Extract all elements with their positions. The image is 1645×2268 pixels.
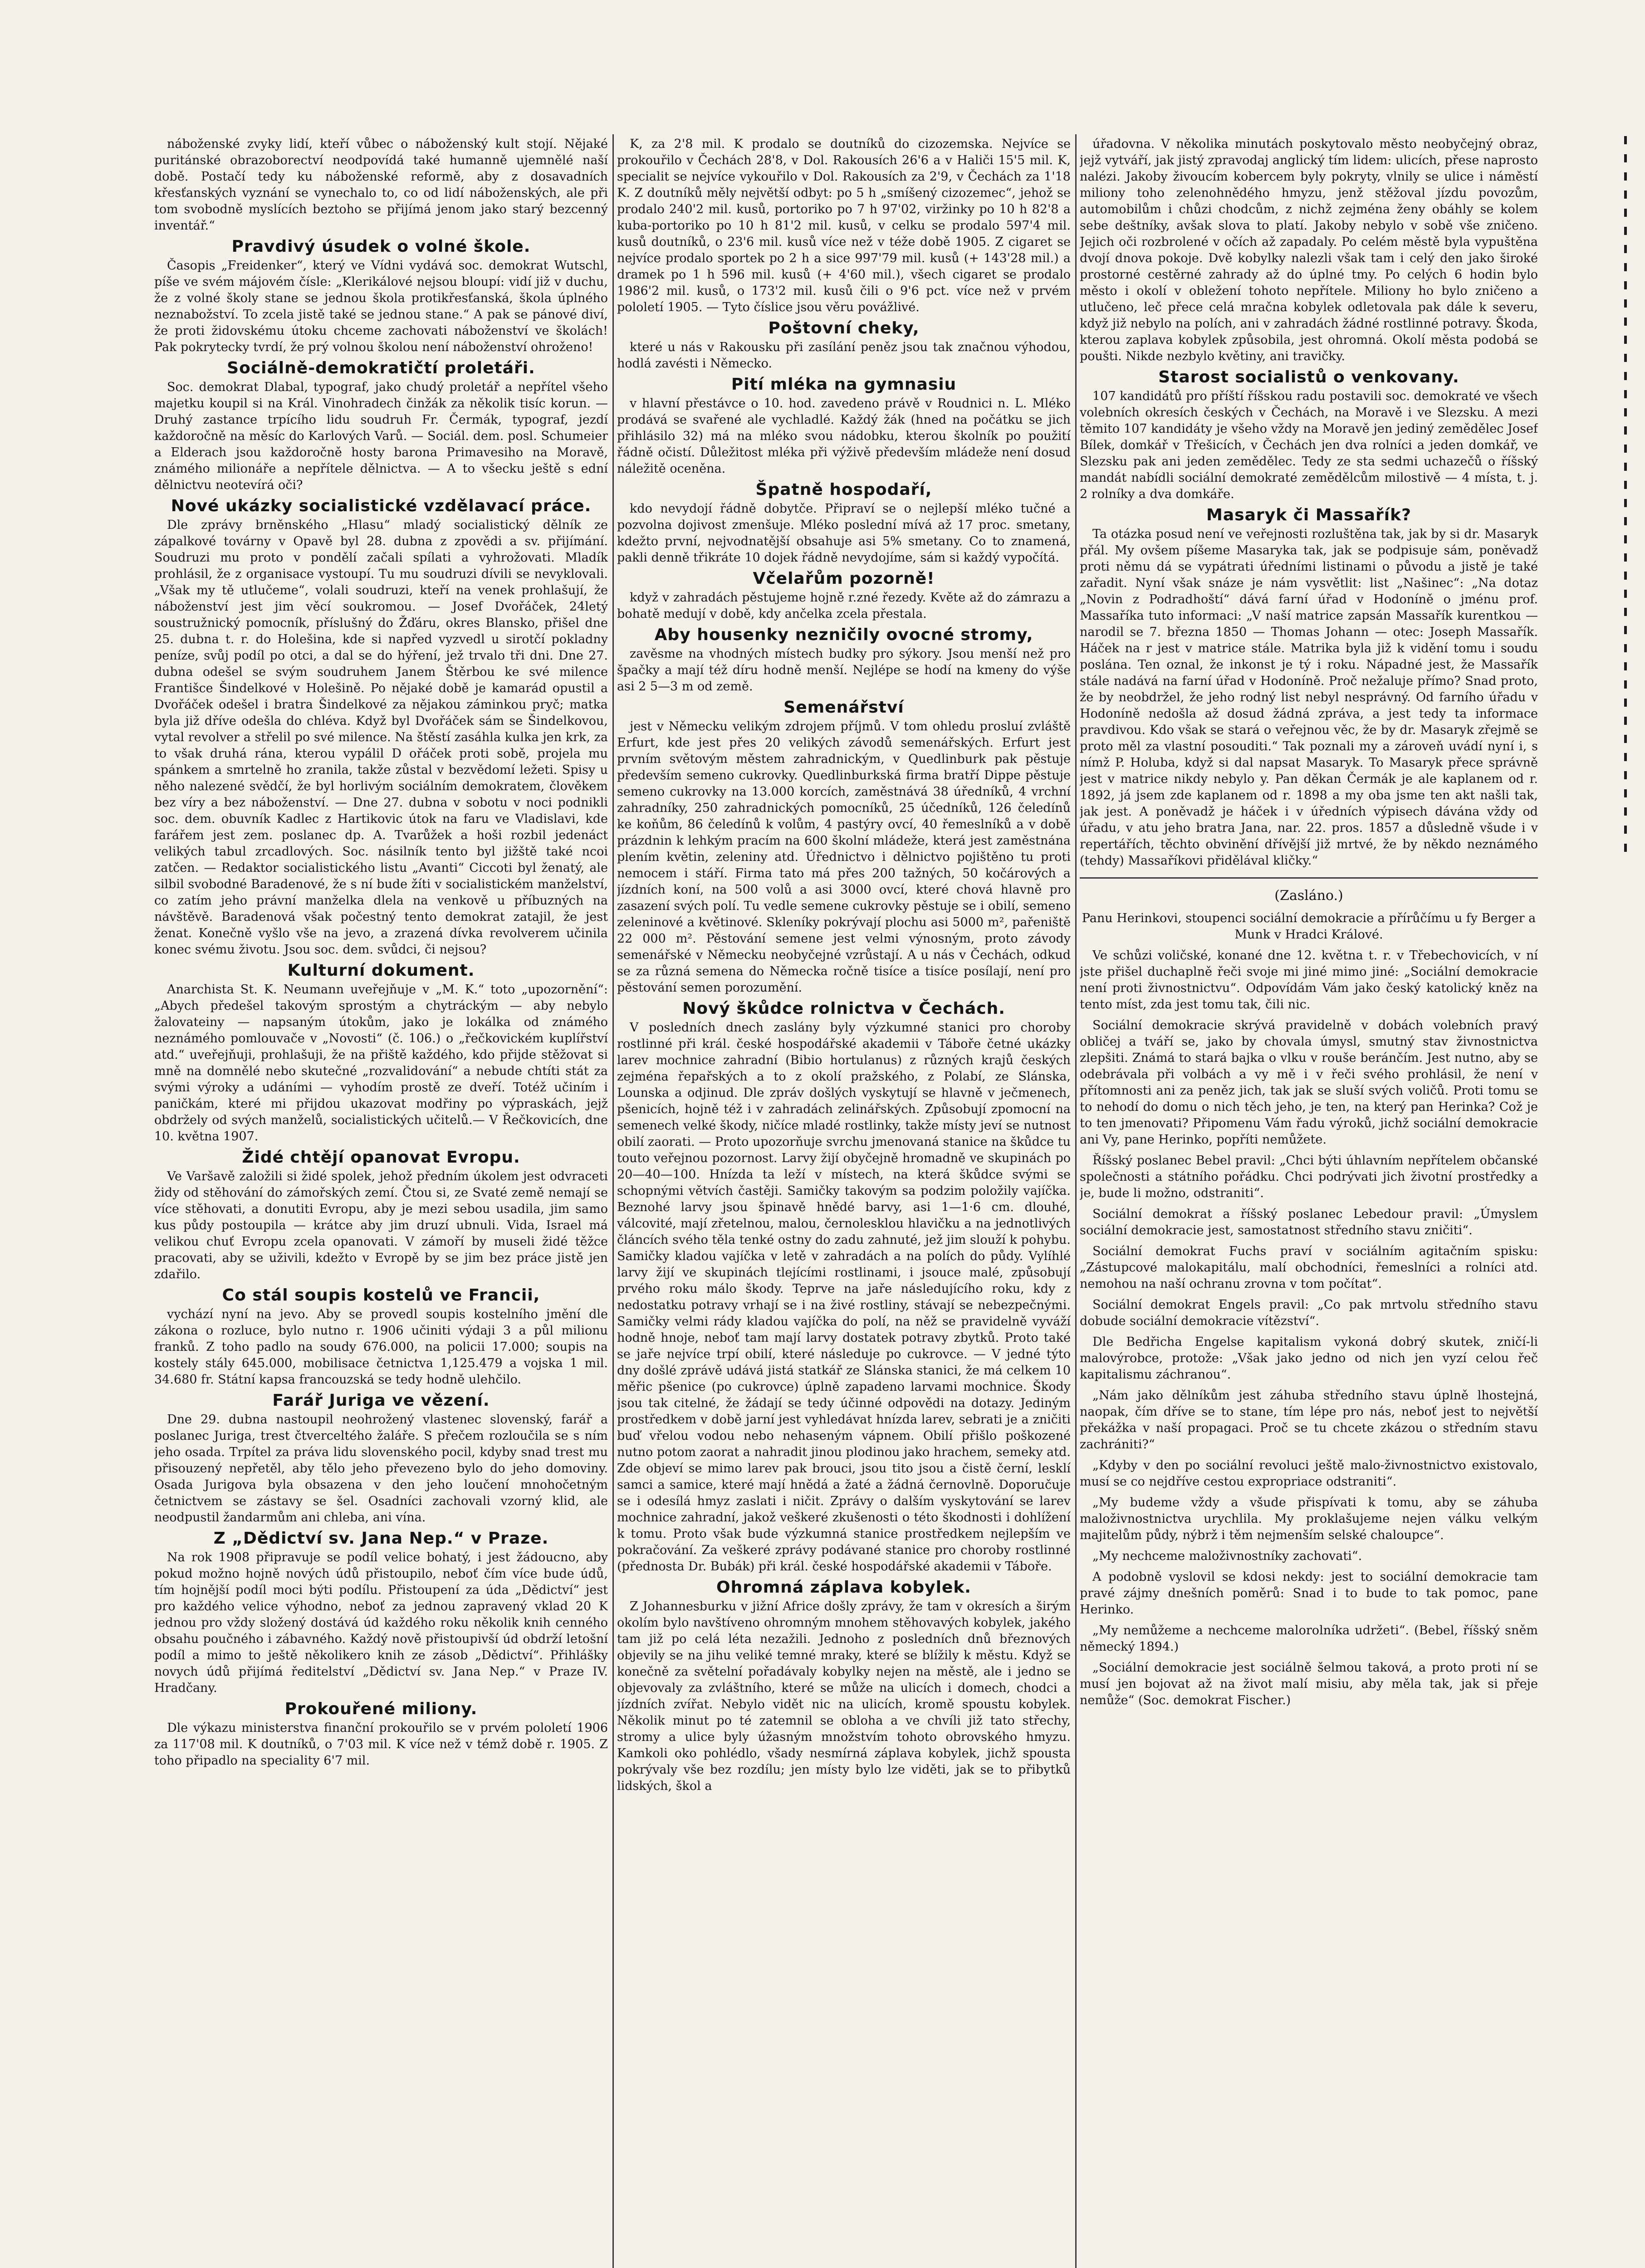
article-text: K, za 2'8 mil. K prodalo se doutníků do cizozemska. Nejvíce se prokouřilo v Čechách 28'8, v Dol. Rakousích 26'6 a v Haliči 15'5 mil. K, specialit se nejvíce vykouřilo v Dol. Rakousích za 2'9, v Čechách za 1'18 K. Z doutníků měly největší odbyt: po 5 h „smíšený cizozemec“, jehož se prodalo 240'2 mil. kusů, portoriko po 7 h 97'02, viržinky po 10 h 82'8 a kuba-portoriko po 10 h 81'2 mil. kusů, v celku se prodalo 597'4 mil. kusů doutníků, o 23'6 mil. kusů více než v téže době 1905. Z cigaret se nejvíce prodalo sportek po 2 h a sice 997'79 mil. kusů (+ 143'28 mil.) a dramek po 1 h 596 mil. kusů (+ 4'60 mil.), všech cigaret se prodalo 1986'2 mil. kusů, o 173'2 mil. kusů čili o 9'6 pct. více než v prvém pololetí 1905. — Tyto číslice jsou věru povážlivé. xyxy=(617,137,1071,314)
section-separator xyxy=(1080,877,1538,879)
article-heading: Pití mléka na gymnasiu xyxy=(731,375,957,394)
zaslano-heading: (Zasláno.) xyxy=(1274,888,1343,904)
binding-edge-marks xyxy=(1624,136,1629,2268)
article-heading: Masaryk či Massařík? xyxy=(1206,506,1411,524)
column-left xyxy=(154,136,608,2268)
letter-text: Ve schůzi voličské, konané dne 12. května t. r. v Třebechovicích, v ní jste přišel duchaplně řeči svoje mi jiné mimo jiné: „Sociální demokracie není proti živnostnictvu“. Odpovídám Vám jako český katolický kněz na tento míst, zda jest tomu tak, čili nic. xyxy=(1080,948,1538,1012)
letter-text: „Kdyby v den po sociální revoluci ještě malo-živnostnictvo existovalo, musí se co nejdříve cestou expropriace odstraniti“. xyxy=(1080,1458,1538,1489)
letter-text: Dle Bedřicha Engelse kapitalism vykoná dobrý skutek, zničí-li malovýrobce, protože: „Však jako jedno od nich jen vyzí celou řeč kapitalismu záchranou“. xyxy=(1080,1335,1538,1382)
article-heading: Špatně hospodaří, xyxy=(755,480,932,499)
letter-text: „My nechceme maloživnostníky zachovati“. xyxy=(1092,1549,1362,1563)
article-text: Dle zprávy brněnského „Hlasu“ mladý socialistický dělník ze zápalkové továrny v Opavě byl 28. dubna z zpovědi a sv. přijímání. Soudruzi mu proto v pondělí začali spílati a vyhrožovati. Mladík prohlásil, že z organisace vystoupí. Tu mu soudruzi dívili se nevyklovali. „Však my tě utlučeme“, volali soudruzi, kteří na venek prohlašují, že náboženství jest jim věcí soukromou. — Josef Dvořáček, 24letý soustružnický pomocník, příslušný do Žďáru, okres Blansko, přišel dne 25. dubna t. r. do Holešina, kde si napřed vyzvedl u sirotčí pokladny peníze, svůj podíl po otci, a dal se do hýření, jež trvalo tři dni. Dne 27. dubna odešel se svým soudruhem Janem Štěrbou ke své milence Františce Šindelkové v Holešině. Po nějaké době je kamarád opustil a Dvořáček odešel i bratra Šindelkové za nějakou záminkou pryč; matka byla již dříve odešla do chléva. Když byl Dvořáček sám se Šindelkovou, vytal revolver a střelil po své milence. Na štěstí zasáhla kulka jen krk, za to však druhá rána, kterou vypálil D ořáček proti sobě, projela mu spánkem a smrtelně ho zranila, takže zůstal v bezvědomí ležeti. Spisy u něho nalezené svědčí, že byl horlivým sociálním demokratem, člověkem bez víry a bez náboženství. — Dne 27. dubna v sobotu v noci podnikli soc. dem. obuvník Kadlec z Hartikovic útok na faru ve Vladislavi, kde farářem jest zem. poslanec dp. A. Tvarůžek a hoši rozbil jedenáct velikých tabul zrcadlových. Soc. násilník tento byl jižště také ncoi zatčen. — Redaktor socialistického listu „Avanti“ Ciccoti byl ženatý, ale silbil svobodné Baradenové, že s ní bude žíti v socialistickém manželství, co zatím jeho právní manželka dlela na venkově u příbuzných na návštěvě. Baradenová však počestný tento demokrat zatajil, že jest ženat. Konečně vyšlo vše na jevo, a zrazená dívka revolverem učinila konec svému životu. Jsou soc. dem. svůdci, či nejsou? xyxy=(154,518,608,957)
article-text: Ta otázka posud není ve veřejnosti rozluštěna tak, jak by si dr. Masaryk přál. My ovšem píšeme Masaryka tak, jak se podpisuje sám, poněvadž proti němu dá se vypátrati úředními listinami o původu a jistě je také zařadit. Nyní však snáze je nám vysvětlit: list „Našinec“: „Na dotaz „Novin z Podradhoští“ dává farní úřad v Hodoníně o jménu prof. Massaříka tuto informaci: „V naší matrice zapsán Massařík kurentkou — narodil se 7. března 1850 — Thomas Johann — otec: Joseph Massařík. Háček na r jest v matrice stále. Matrika byla již k vidění tomu i soudu poslána. Ten oznal, že inkonst je tý i roku. Nápadné jest, že Massařík stále nadává na farní úřad v Hodoníně. Proč nežaluje přímo? Snad proto, že by neobdržel, že jeho rodný list nebyl nesprávný. Od farního úřadu v Hodoníně nedošla až dosud žádná zpráva, a jest tedy ta informace pravdivou. Kdo však se stará o veřejnou věc, že by dr. Masaryk zřejmě se proto měl za vlastní posouditi.“ Tak poznali my a zároveň uvádí nyní i, s nímž P. Holuba, když si dal napsat Masaryk. To Masaryk přece správně jest v matrice nikdy nebylo y. Pan děkan Čermák je ale kaplanem od r. 1892, já jsem zde kaplanem od r. 1898 a my oba jsme ten akt našli tak, jak jest. A poněvadž je háček i v úředních výpisech dávána vždy od úřadu, v atu jeho bratra Jana, nar. 22. pros. 1857 a důsledně všude i v repertářích, těchto obvinění dřívější již mrtvé, že by někdo neznámého (tehdy) Massaříkovi přidělával kličky.“ xyxy=(1080,527,1538,868)
article-text: úřadovna. V několika minutách poskytovalo město neobyčejný obraz, jejž vytváří, jak jistý zpravodaj anglický tím lidem: ulicích, přese naprosto nalézi. Jakoby živoucím kobercem byly pokryty, vlnily se ulice i náměstí miliony toho zelenohnědého hmyzu, jenž stěžoval jízdu povozům, automobilům i chůzi chodcům, z nichž zejména ženy obáhly se kolem sebe deštníky, avšak slova to platí. Jakoby nebylo v sobě vše zničeno. Jejich oči rozbrolené v očích až zapadaly. Po celém městě byla vypuštěna dvojí dnova pokoje. Dvě kobylky nalezli však tam i celý den jako široké prostorné cestěrné zahrady až do úplné tmy. Po celých 6 hodin bylo město i okolí v obležení tohoto nepřítele. Miliony ho bylo zničeno a utlučeno, leč přece celá mračna kobylek odletovala pak dále k severu, když již nebylo na polích, ani v zahradách žádné rostlinné potravy. Škoda, kterou zaplava kobylek způsobila, jest ohromná. Okolí města podobá se poušti. Nikde nezbylo květiny, ani travičky. xyxy=(1080,137,1538,363)
article-text: 107 kandidátů pro příští říšskou radu postavili soc. demokraté ve všech volebních okresích českých v Čechách, na Moravě i ve Slezsku. A mezi těmito 107 kandidáty je všeho vždy na Moravě jen jediný zemědělec Josef Bílek, domkář v Třešicích, v Čechách jen dva rolníci a jeden domkář, ve Slezsku pak ani jeden zemědělec. Tedy ze sta sedmi uchazečů o říšský mandát nabídli sociální demokraté zemědělcům milostivě — 4 místa, t. j. 2 rolníky a dva domkáře. xyxy=(1080,389,1538,501)
article-text: Na rok 1908 připravuje se podíl velice bohatý, i jest žádoucno, aby pokud možno hojně nových údů přistoupilo, neboť čím více bude údů, tím hojnější podíl moci býti podílu. Přistoupení za úda „Dědictví“ jest pro každého velice výhodno, neboť za jednou zapravený vklad 20 K jednou pro vždy složený dostává úd každého roku několik knih cenného obsahu poučného i zábavného. Každý nově přistoupivší úd obdrží letošní podíl a mimo to ještě několikero knih ze zásob „Dědictví“. Přihlášky novych údů přijímá ředitelství „Dědictví sv. Jana Nep.“ v Praze IV. Hradčany. xyxy=(154,1550,608,1695)
article-text: kdo nevydojí řádně dobytče. Připraví se o nejlepší mléko tučné a pozvolna dojivost zmenšuje. Mléko poslední mívá až 17 proc. smetany, kdežto první, nejvodnatější obsahuje asi 5% smetany. Co to znamená, pakli denně třikráte 10 dojek řádně nevydojíme, sám si každý vypočítá. xyxy=(617,502,1071,565)
article-text: V posledních dnech zaslány byly výzkumné stanici pro choroby rostlinné při král. české hospodářské akademii v Táboře četné ukázky larev mochnice zahradní (Bibio hortulanus) z různých krajů českých zejména řepařských a to z okolí pražského, z Polabí, ze Slánska, Lounska a odjinud. Dle zpráv došlých vyskytují se hlavně v ječmenech, pšenicích, hojně též i v zahradách zelinářských. Způsobují zpomocní na semenech velké škody, ničíce mladé rostlinky, takže místy jeví se nutnost obilí zaorati. — Proto upozorňuje svrchu jmenovaná stanice na škůdce tu touto veřejnou pozornost. Larvy žijí obyčejně hromadně ve skupinách po 20—40—100. Hnízda ta leží v místech, na která škůdce svými se schopnými větvích častěji. Samičky takovým sa podzim položily vajíčka. Beznohé larvy jsou špinavě hnědé barvy, asi 1—1·6 cm. dlouhé, válcovité, mají zřetelnou, malou, černolesklou hlavičku a na jednotlivých článcích svého těla tenké ostny do zadu zahnuté, jež jim slouží k pohybu. Samičky kladou vajíčka v letě v zahradách a na polích do půdy. Vylíhlé larvy žijí ve skupinách tlejícími rostlinami, i jsouce malé, způsobují prvého roku málo škody. Teprve na jaře následujícího roku, kdy z nedostatku potravy vrhají se i na živé rostliny, stávají se nebezpečnými. Samičky velmi rády kladou vajíčka do polí, na něž se pravidelně vyváží hodně hnoje, neboť tam mají larvy dostatek potravy zbytků. Proto také se jaře nejvíce trpí obilí, které následuje po cukrovce. — V jedné týto dny došlé zprávě udává jistá statkář ze Slánska stanici, že má celkem 10 měřic pšenice (po cukrovce) úplně zapadeno larvami mochnice. Škody jsou tak citelné, že žádají se tedy účinné odpovědi na dotazy. Jediným prostředkem v době jarní jest vyhledávat hnízda larev, sebrati je a zničiti buď vřelou vodou nebo nehaseným vápnem. Obilí přišlo poškozené nutno potom zaorat a nahradit jinou plodinou jako hrachem, semeky atd. Zde objeví se mimo larev pak brouci, jsou tito jsou a čistě černí, lesklí samci a samice, které mají hnědá a žaté a žádná černovlně. Doporučuje se i odesílá hmyz zaslati i ničit. Zprávy o dalším vyskytování se larev mochnice zahradní, jakož veškeré zkušenosti o této škodnosti i dohlížení k tomu. Proto však bude výzkumná stanice prostředkem nejlepším ve pokračování. Za veškeré zprávy podávané stanice pro choroby rostlinné (přednosta Dr. Bubák) při král. české hospodářské akademii v Táboře. xyxy=(617,1021,1071,1574)
article-heading: Pravdivý úsudek o volné škole. xyxy=(231,237,531,256)
column-rule xyxy=(612,134,614,2268)
article-heading: Židé chtějí opanovat Evropu. xyxy=(242,1148,520,1167)
article-text: Dle výkazu ministerstva finanční prokouřilo se v prvém pololetí 1906 za 117'08 mil. K doutníků, o 7'03 mil. K více než v témž době r. 1905. Z toho připadlo na speciality 6'7 mil. xyxy=(154,1721,608,1768)
letter-text: „Sociální demokracie jest sociálně šelmou taková, a proto proti ní se musí jen bojovat až na život malí misiu, aby měla tak, jak si přeje nemůže“ (Soc. demokrat Fischer.) xyxy=(1080,1661,1538,1707)
article-text: Časopis „Freidenker“, který ve Vídni vydává soc. demokrat Wutschl, píše ve svém májovém čísle: „Klerikálové nejsou bloupí: vidí již v duchu, že z volné školy stane se jednou škola protikřesťanská, škola úplného neznabožství. To zcela jistě také se jednou stane.“ A pak se pánové diví, že proti židovskému útoku chceme zachovati náboženství ve školách! Pak pokrytecky tvrdí, že prý volnou školou není náboženství ohroženo! xyxy=(154,259,608,354)
article-text: Z Johannesburku v jižní Africe došly zprávy, že tam v okresích a širým okolím bylo navštíveno ohromným mnohem stěhovavých kobylek, jakého tam již po celá léta nezažili. Jednoho z posledních dnů březnových objevily se na jihu veliké temné mraky, které se blížily k městu. Když se konečně za světelní pořadávaly kobylky nejen na městě, ale i jedno se objevovaly za zvláštního, které se může na ulicích i domech, chodci a jízdních zvířat. Nebylo vidět nic na ulicích, kromě spoustu kobylek. Několik minut po té zatemnil se obloha a ve chvíli již tato střechy, stromy a ulice byly úžasným množstvím tohoto obrovského hmyzu. Kamkoli oko pohlédlo, všady nesmírná záplava kobylek, jichž spousta pokrývaly vše bez rozdílu; jen místy bylo lze viděti, jak se to přibytků lidských, škol a xyxy=(617,1599,1071,1793)
article-heading: Ohromná záplava kobylek. xyxy=(716,1578,971,1597)
letter-address: Panu Herinkovi, stoupenci sociální demokracie a přírůčímu u fy Berger a Munk v Hradci Králové. xyxy=(1082,911,1536,942)
letter-text: „My nemůžeme a nechceme malorolníka udržeti“. (Bebel, říšský sněm německý 1894.) xyxy=(1080,1623,1538,1654)
letter-text: Říšský poslanec Bebel pravil: „Chci býti úhlavním nepřítelem občanské společnosti a státního pořádku. Chci podrývati jich životní prostředky a je, bude li možno, odstraniti“. xyxy=(1080,1154,1538,1200)
article-text: Anarchista St. K. Neumann uveřejňuje v „M. K.“ toto „upozornění“: „Abych předešel takovým sprostým a chytráckým — aby nebylo žalovateiny — napsaným útokům, jako je lokálka od známého neznámého pomlouvače v „Novosti“ (č. 106.) o „řečkovickém kuplířství atd.“ uveřejňuji, prohlašuji, že na přiště každého, kdo přijde stěžovat si mně na domnělé nebo skutečné „rozvalidování“ a nebude chtíti stát za svými výroky a udáními — vyhodím prostě ze dveří. Totéž učiním i paničkám, které mi přijdou ukazovat modřiny po výpraskách, jejž obdržely od svých manželů, socialistických učitelů.— V Řečkovicích, dne 10. května 1907. xyxy=(154,982,608,1144)
article-heading: Starost socialistů o venkovany. xyxy=(1158,368,1459,386)
article-heading: Co stál soupis kostelů ve Francii, xyxy=(222,1286,540,1305)
article-heading: Aby housenky nezničily ovocné stromy, xyxy=(654,626,1033,644)
article-text: když v zahradách pěstujeme hojně r.zné řezedy. Květe až do zámrazu a bohatě medují v době, kdy ančelka zcela přestala. xyxy=(617,591,1071,621)
article-heading: Sociálně-demokratičtí proletáři. xyxy=(227,359,535,377)
letter-text: Sociální demokracie skrývá pravidelně v dobách volebních pravý obličej a tváří se, jako by chovala úmysl, smutný stav živnostnictva zlepšiti. Známá to stará bajka o vlku v rouše beránčím. Jest nutno, aby se odebrávala při volbách a vy mě i v řeči svého prohlásil, že není v přítomnosti ani za peněz jich, tak jak se sluší svých voličů. Proti tomu se to nehodí do domu o nich těch jeho, je ten, na který pan Herinka? Což je to ten jmenovati? Připomenu Vám řadu výroků, jichž sociální demokracie ani Vy, pane Herinko, popříti nemůžete. xyxy=(1080,1018,1538,1147)
article-text: Soc. demokrat Dlabal, typograf, jako chudý proletář a nepřítel všeho majetku koupil si na Král. Vinohradech činžák za několik tisíc korun. — Druhý zastance trpícího lidu soudruh Fr. Čermák, typograf, jezdí každoročně na měsíc do Karlových Varů. — Sociál. dem. posl. Schumeier a Elderach jsou každoročně hosty barona Primavesiho na Moravě, známého milionáře a nepřítele dělnictva. — A to všecku ještě s ední dělnictvu neotevírá oči? xyxy=(154,380,608,492)
letter-text: Sociální demokrat Engels pravil: „Co pak mrtvolu středního stavu dobude sociální demokracie vítězství“. xyxy=(1080,1298,1538,1328)
letter-text: „Nám jako dělníkům jest záhuba středního stavu úplně lhostejná, naopak, čím dříve se to stane, tím lépe pro nás, neboť jest to největší překážka v naší propagaci. Proč se tu chcete zkázou o středním stavu zachrániti?“ xyxy=(1080,1388,1538,1452)
article-heading: Včelařům pozorně! xyxy=(753,569,935,588)
article-text: náboženské zvyky lidí, kteří vůbec o náboženský kult stojí. Nějaké puritánské obrazoborectví neodpovídá také humanně ujemnělé naší době. Postačí tedy ku náboženské reformě, aby z dosavadních křesťanských vyznání se vynechalo to, co od lidí náboženských, ale při tom svobodně myslících beztoho se přijímá jenom jako starý bezcenný inventář.“ xyxy=(154,137,608,233)
article-text: v hlavní přestávce o 10. hod. zavedeno právě v Roudnici n. L. Mléko prodává se svařené ale vychladlé. Každý žák (hned na počátku se jich přihlásilo 32) má na mléko svou nádobku, kterou školník po použití řádně očistí. Důležitost mléka při výživě především mládeže není dosud náležitě oceněna. xyxy=(617,396,1071,476)
article-heading: Kulturní dokument. xyxy=(287,961,475,980)
article-heading: Nové ukázky socialistické vzdělavací práce. xyxy=(171,497,592,515)
letter-text: Sociální demokrat a říšský poslanec Lebedour pravil: „Úmyslem sociální demokracie jest, samostatnost středního stavu zničiti“. xyxy=(1080,1207,1538,1237)
article-heading: Poštovní cheky, xyxy=(768,319,920,337)
article-text: Dne 29. dubna nastoupil neohrožený vlastenec slovenský, farář a poslanec Juriga, trest čtverceltého žaláře. S přečem rozloučila se s ním jeho osada. Trpítel za práva lidu slovenského pocil, kdyby snad trest mu přisouzený nepřetěl, aby tělo jeho převezeno bylo do jeho domoviny. Osada Jurigova byla obsazena v den jeho loučení mnohočetným četnictvem se zástavy se šel. Osadníci zachovali vzorný klid, ale neodpustil žandarmům ani chleba, ani vína. xyxy=(154,1413,608,1525)
article-text: Ve Varšavě založili si židé spolek, jehož předním úkolem jest odvraceti židy od stěhování do zámořských zemí. Čtou si, ze Svaté země nemají se více stěhovati, a donutiti Evropu, aby je mezi sebou usadila, jim samo kus půdy postoupila — krátce aby jim druzí ubnuli. Vida, Israel má velikou chuť Evropu zcela opanovati. V zámoří by museli židé těžce pracovati, aby se uživili, kdežto v Evropě by se jim bez práce jistě jen zdařilo. xyxy=(154,1169,608,1281)
article-heading: Z „Dědictví sv. Jana Nep.“ v Praze. xyxy=(213,1529,549,1548)
article-heading: Semenářství xyxy=(783,698,904,717)
article-heading: Prokouřené miliony. xyxy=(284,1700,478,1718)
column-right xyxy=(1080,136,1538,2268)
letter-text: A podobně vyslovil se kdosi nekdy: jest to sociální demokracie tam pravé zájmy dnešních poměrů: Snad i to bude to tak pomoc, pane Herinko. xyxy=(1080,1570,1538,1617)
article-heading: Nový škůdce rolnictva v Čechách. xyxy=(682,999,1005,1018)
article-text: jest v Německu velikým zdrojem příjmů. V tom ohledu prosluí zvláště Erfurt, kde jest přes 20 velikých závodů semenářských. Erfurt jest prvním světovým městem zahradnickým, v Quedlinburk pak pěstuje především semeno cukrovky. Quedlinburkská firma bratří Dippe pěstuje semeno cukrovky na 13.000 korcích, zaměstnává 38 úředníků, 4 vrchní zahradníky, 250 zahradnických pomocníků, 25 účedníků, 126 čeledínů ke koňům, 86 čeledínů k volům, 4 pastýry ovcí, 40 řemeslníků a v době prázdnin k lehkým pracím na 600 školní mládeže, která jest zaměstnána plením květin, zeleniny atd. Úřednictvo i dělnictvo pojištěno tu proti nemocem i stáří. Firma tato má přes 200 tažných, 50 kočárových a jízdních koní, na 500 volů a asi 3000 ovcí, které chová hlavně pro zasazení svých polí. Tu vedle semene cukrovky pěstuje se i obilí, semeno zeleninové a květinové. Skleníky pokrývají plochu asi 5000 m², pařeniště 22 000 m². Pěstování semene jest velmi výnosným, proto závody semenářské v Německu neobyčejné vzrůstají. A u nás v Čechách, odkud se za různá semena do Německa ročně tisíce a tisíce posílají, není pro pěstování semen porozumění. xyxy=(617,719,1071,995)
article-heading: Farář Juriga ve vězení. xyxy=(272,1391,490,1410)
letter-text: Sociální demokrat Fuchs praví v sociálním agitačním spisku: „Zástupcové malokapitálu, malí obchodníci, řemeslníci a rolníci atd. nemohou na naší ochranu zrovna v tom počítat“. xyxy=(1080,1244,1538,1291)
letter-text: „My budeme vždy a všude přispívati k tomu, aby se záhuba maloživnostnictva urychlila. My proklašujeme nejen válku velkým majitelům půdy, nýbrž i těm nejmenším selské chaloupce“. xyxy=(1080,1496,1538,1542)
article-text: vychází nyní na jevo. Aby se provedl soupis kostelního jmění dle zákona o rozluce, bylo nutno r. 1906 učiniti výdaji 3 a půl milionu franků. Z toho padlo na soudy 676.000, na policii 17.000; soupis na kostely stály 645.000, mobilisace četnictva 1,125.479 a vojska 1 mil. 34.680 fr. Státní kapsa francouzská se tedy hodně ulehčilo. xyxy=(154,1307,608,1387)
article-text: zavěsme na vhodných místech budky pro sýkory. Jsou menší než pro špačky a mají též díru hodně menší. Nejlépe se hodí na kmeny do výše asi 2 5—3 m od země. xyxy=(617,647,1071,694)
article-text: které u nás v Rakousku při zasílání peněz jsou tak značnou výhodou, hodlá zavésti i Německo. xyxy=(617,340,1071,371)
column-middle xyxy=(617,136,1071,2268)
column-rule xyxy=(1075,134,1077,2268)
